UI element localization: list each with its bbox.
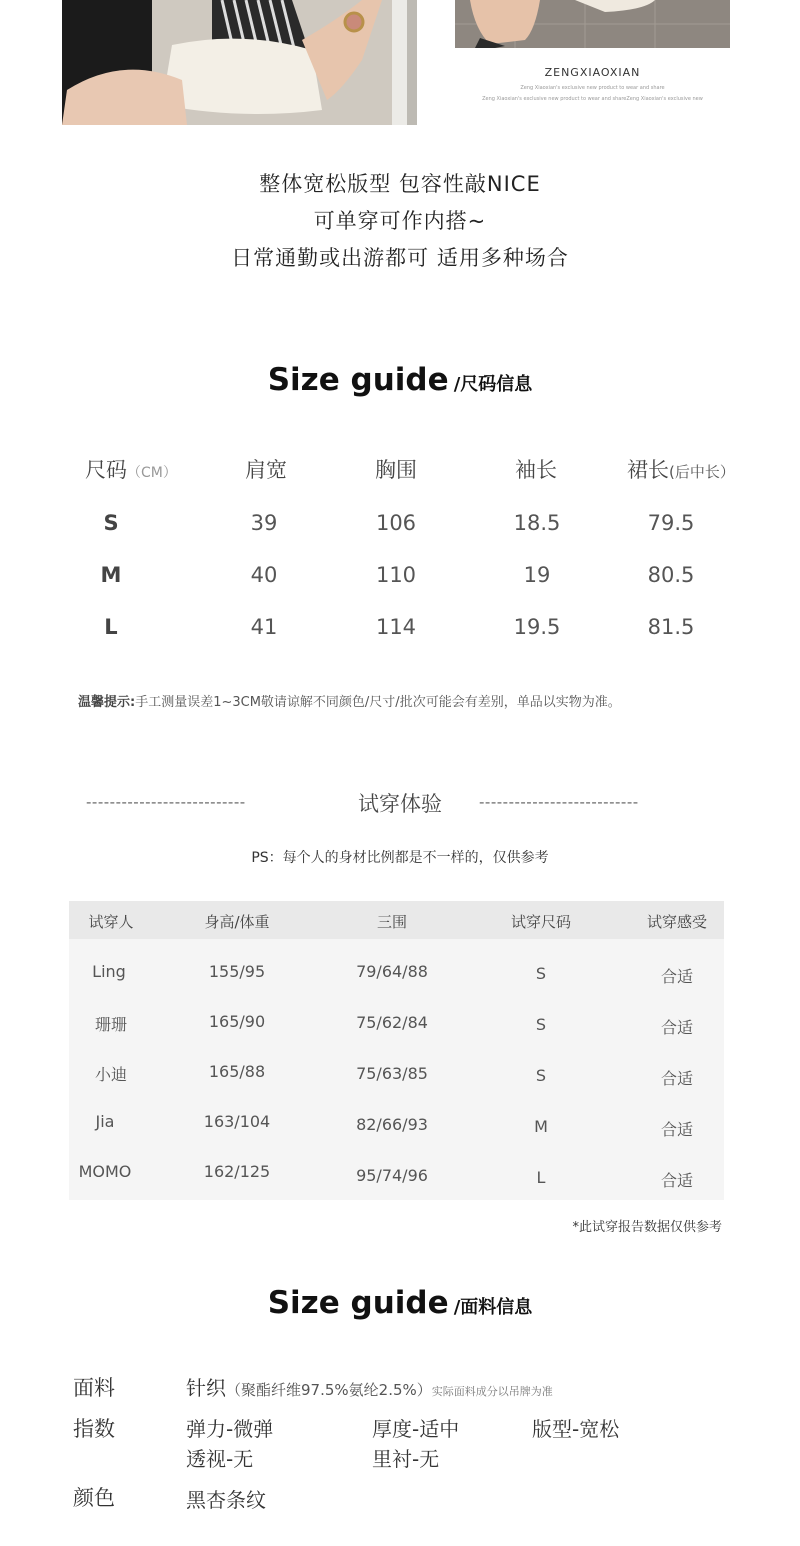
brand-subline: Zeng Xiaoxian's exclusive new product to wear and share bbox=[520, 85, 665, 91]
product-photo-right bbox=[455, 0, 730, 48]
try-on-disclaimer: *此试穿报告数据仅供参考 bbox=[572, 1220, 722, 1235]
size-row-shoulder: 39 bbox=[250, 511, 278, 535]
try-on-feel: 合适 bbox=[660, 1069, 693, 1088]
try-on-measurements: 79/64/88 bbox=[356, 962, 428, 981]
size-row-size: L bbox=[104, 615, 118, 639]
fabric-color-label: 颜色 bbox=[73, 1486, 115, 1510]
size-row-skirt: 80.5 bbox=[647, 563, 695, 587]
fabric-index-thickness: 厚度-适中 bbox=[372, 1417, 460, 1441]
try-on-header-feel: 试穿感受 bbox=[646, 913, 707, 931]
try-on-measurements: 82/66/93 bbox=[356, 1115, 428, 1134]
try-on-header-measurements: 三围 bbox=[376, 913, 407, 931]
size-header-size bbox=[85, 454, 177, 484]
tip-text: 手工测量误差1~3CM敬请谅解不同颜色/尺寸/批次可能会有差别，单品以实物为准。 bbox=[135, 695, 621, 710]
size-row-sleeve: 19.5 bbox=[513, 615, 561, 639]
divider-right: --------------------------- bbox=[479, 793, 639, 811]
size-row-chest: 110 bbox=[375, 563, 417, 587]
product-photo-left bbox=[62, 0, 417, 125]
size-guide-subheading: /尺码信息 bbox=[453, 374, 533, 395]
brand-subline: Zeng Xiaoxian's exclusive new product to wear and shareZeng Xiaoxian's exclusive new bbox=[482, 96, 703, 102]
size-header-skirt-note: (后中长） bbox=[669, 463, 735, 481]
fabric-material-label: 面料 bbox=[73, 1376, 115, 1400]
fabric-subheading: /面料信息 bbox=[453, 1297, 533, 1318]
size-row-shoulder: 40 bbox=[250, 563, 278, 587]
size-header-skirt-label: 裙长 bbox=[627, 458, 669, 482]
fabric-heading: Size guide bbox=[267, 1285, 449, 1321]
fabric-title bbox=[0, 1285, 800, 1321]
try-on-measurements: 75/62/84 bbox=[356, 1013, 428, 1032]
fabric-index-label: 指数 bbox=[73, 1417, 115, 1441]
fabric-material-main: 针织 bbox=[186, 1376, 226, 1400]
product-photo-right-art bbox=[455, 0, 730, 48]
divider-left: --------------------------- bbox=[86, 793, 246, 811]
size-header-unit: （CM） bbox=[127, 465, 177, 481]
try-on-person: Jia bbox=[95, 1112, 115, 1131]
fabric-material-note: 实际面料成分以吊牌为准 bbox=[431, 1385, 553, 1398]
try-on-height-weight: 162/125 bbox=[203, 1162, 271, 1181]
try-on-feel: 合适 bbox=[660, 967, 693, 986]
try-on-size: L bbox=[536, 1168, 546, 1187]
try-on-feel: 合适 bbox=[660, 1018, 693, 1037]
try-on-person: Ling bbox=[92, 962, 126, 981]
tagline-line-2: 可单穿可作内搭~ bbox=[313, 209, 487, 233]
try-on-size: S bbox=[535, 1015, 547, 1034]
try-on-measurements: 75/63/85 bbox=[356, 1064, 428, 1083]
try-on-height-weight: 155/95 bbox=[208, 962, 266, 981]
try-on-feel: 合适 bbox=[660, 1171, 693, 1190]
size-row-shoulder: 41 bbox=[250, 615, 278, 639]
size-header-shoulder: 肩宽 bbox=[245, 458, 287, 482]
fabric-material-detail: （聚酯纤维97.5%氨纶2.5%） bbox=[226, 1381, 432, 1399]
fabric-index-fit: 版型-宽松 bbox=[532, 1417, 620, 1441]
size-header-sleeve: 袖长 bbox=[515, 458, 557, 482]
size-row-sleeve: 18.5 bbox=[513, 511, 561, 535]
try-on-person: 小迪 bbox=[94, 1065, 127, 1084]
try-on-person: MOMO bbox=[78, 1162, 132, 1181]
try-on-size: S bbox=[535, 964, 547, 983]
size-guide-title bbox=[0, 362, 800, 398]
try-on-height-weight: 163/104 bbox=[203, 1112, 271, 1131]
try-on-note: PS：每个人的身材比例都是不一样的，仅供参考 bbox=[251, 850, 549, 866]
size-row-chest: 114 bbox=[375, 615, 417, 639]
tagline-line-1: 整体宽松版型 包容性敲NICE bbox=[259, 172, 541, 196]
try-on-title: 试穿体验 bbox=[358, 792, 442, 816]
try-on-person: 珊珊 bbox=[94, 1015, 127, 1034]
try-on-measurements: 95/74/96 bbox=[356, 1166, 428, 1185]
try-on-height-weight: 165/88 bbox=[208, 1062, 266, 1081]
size-row-skirt: 79.5 bbox=[647, 511, 695, 535]
try-on-table bbox=[69, 901, 724, 1200]
size-row-sleeve: 19 bbox=[523, 563, 551, 587]
fabric-index-lining: 里衬-无 bbox=[372, 1447, 440, 1471]
size-row-size: S bbox=[103, 511, 119, 535]
fabric-index-sheer: 透视-无 bbox=[186, 1447, 254, 1471]
try-on-header-height-weight: 身高/体重 bbox=[204, 913, 270, 931]
try-on-feel: 合适 bbox=[660, 1120, 693, 1139]
size-header-skirt bbox=[627, 454, 735, 484]
size-header-label: 尺码 bbox=[85, 458, 127, 482]
fabric-color-value: 黑杏条纹 bbox=[186, 1488, 266, 1512]
size-row-chest: 106 bbox=[375, 511, 417, 535]
try-on-size: S bbox=[535, 1066, 547, 1085]
try-on-size: M bbox=[534, 1117, 548, 1136]
fabric-material-value bbox=[186, 1372, 553, 1401]
measurement-tip bbox=[78, 691, 621, 710]
brand-name: ZENGXIAOXIAN bbox=[544, 66, 641, 79]
try-on-height-weight: 165/90 bbox=[208, 1012, 266, 1031]
size-row-size: M bbox=[100, 563, 122, 587]
product-photo-left-art bbox=[62, 0, 417, 125]
tip-label: 温馨提示: bbox=[78, 695, 136, 710]
try-on-header-size: 试穿尺码 bbox=[510, 913, 571, 931]
size-header-chest: 胸围 bbox=[375, 458, 417, 482]
tagline-line-3: 日常通勤或出游都可 适用多种场合 bbox=[231, 246, 569, 270]
fabric-index-stretch: 弹力-微弹 bbox=[186, 1417, 274, 1441]
try-on-header-person: 试穿人 bbox=[88, 913, 134, 931]
size-row-skirt: 81.5 bbox=[647, 615, 695, 639]
size-guide-heading: Size guide bbox=[267, 362, 449, 398]
